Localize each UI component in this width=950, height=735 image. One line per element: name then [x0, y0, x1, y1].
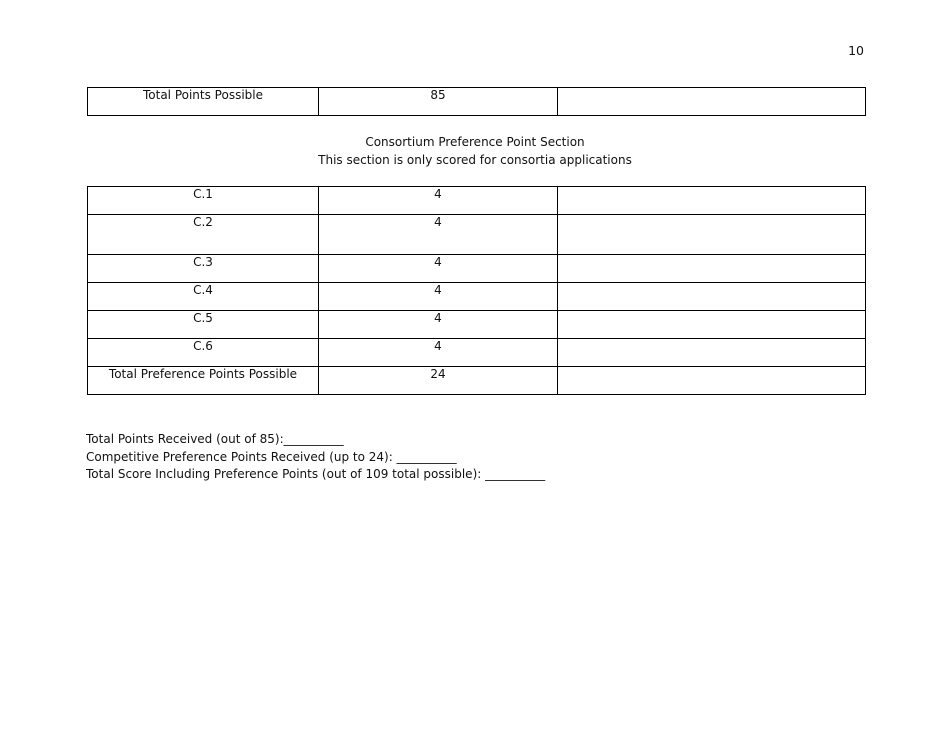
criterion-score-cell: [558, 215, 866, 255]
preference-points-received-line: Competitive Preference Points Received (up to 24): __________: [86, 449, 457, 464]
total-points-score-cell: [558, 88, 866, 116]
criterion-label: C.6: [88, 339, 319, 367]
total-points-table: [87, 87, 866, 116]
table-row: [88, 311, 866, 339]
page-number: 10: [848, 43, 864, 58]
table-row: [88, 88, 866, 116]
criterion-points: 4: [319, 283, 558, 311]
section-title: Consortium Preference Point Section: [365, 135, 585, 149]
criterion-label: C.3: [88, 255, 319, 283]
table-row: [88, 339, 866, 367]
table-row: [88, 283, 866, 311]
score-summary: [86, 431, 545, 484]
criterion-score-cell: [558, 255, 866, 283]
table-row: [88, 367, 866, 395]
preference-points-table: [87, 186, 866, 395]
criterion-points: 4: [319, 215, 558, 255]
criterion-label: C.1: [88, 187, 319, 215]
section-subtitle: This section is only scored for consortia applications: [318, 153, 632, 167]
table-row: [88, 255, 866, 283]
criterion-points: 4: [319, 187, 558, 215]
table-row: [88, 215, 866, 255]
criterion-label: C.4: [88, 283, 319, 311]
preference-section-heading: [0, 133, 950, 169]
criterion-score-cell: [558, 311, 866, 339]
criterion-score-cell: [558, 187, 866, 215]
total-preference-points: 24: [319, 367, 558, 395]
total-score-line: Total Score Including Preference Points (out of 109 total possible): __________: [86, 467, 546, 481]
criterion-points: 4: [319, 339, 558, 367]
criterion-points: 4: [319, 311, 558, 339]
criterion-points: 4: [319, 255, 558, 283]
criterion-label: C.2: [88, 215, 319, 255]
table-row: [88, 187, 866, 215]
total-points-value: 85: [319, 88, 558, 116]
total-preference-score-cell: [558, 367, 866, 395]
total-preference-label: Total Preference Points Possible: [88, 367, 319, 395]
total-points-received-line: Total Points Received (out of 85):__________: [86, 432, 344, 446]
criterion-score-cell: [558, 339, 866, 367]
total-points-label: Total Points Possible: [88, 88, 319, 116]
criterion-label: C.5: [88, 311, 319, 339]
criterion-score-cell: [558, 283, 866, 311]
